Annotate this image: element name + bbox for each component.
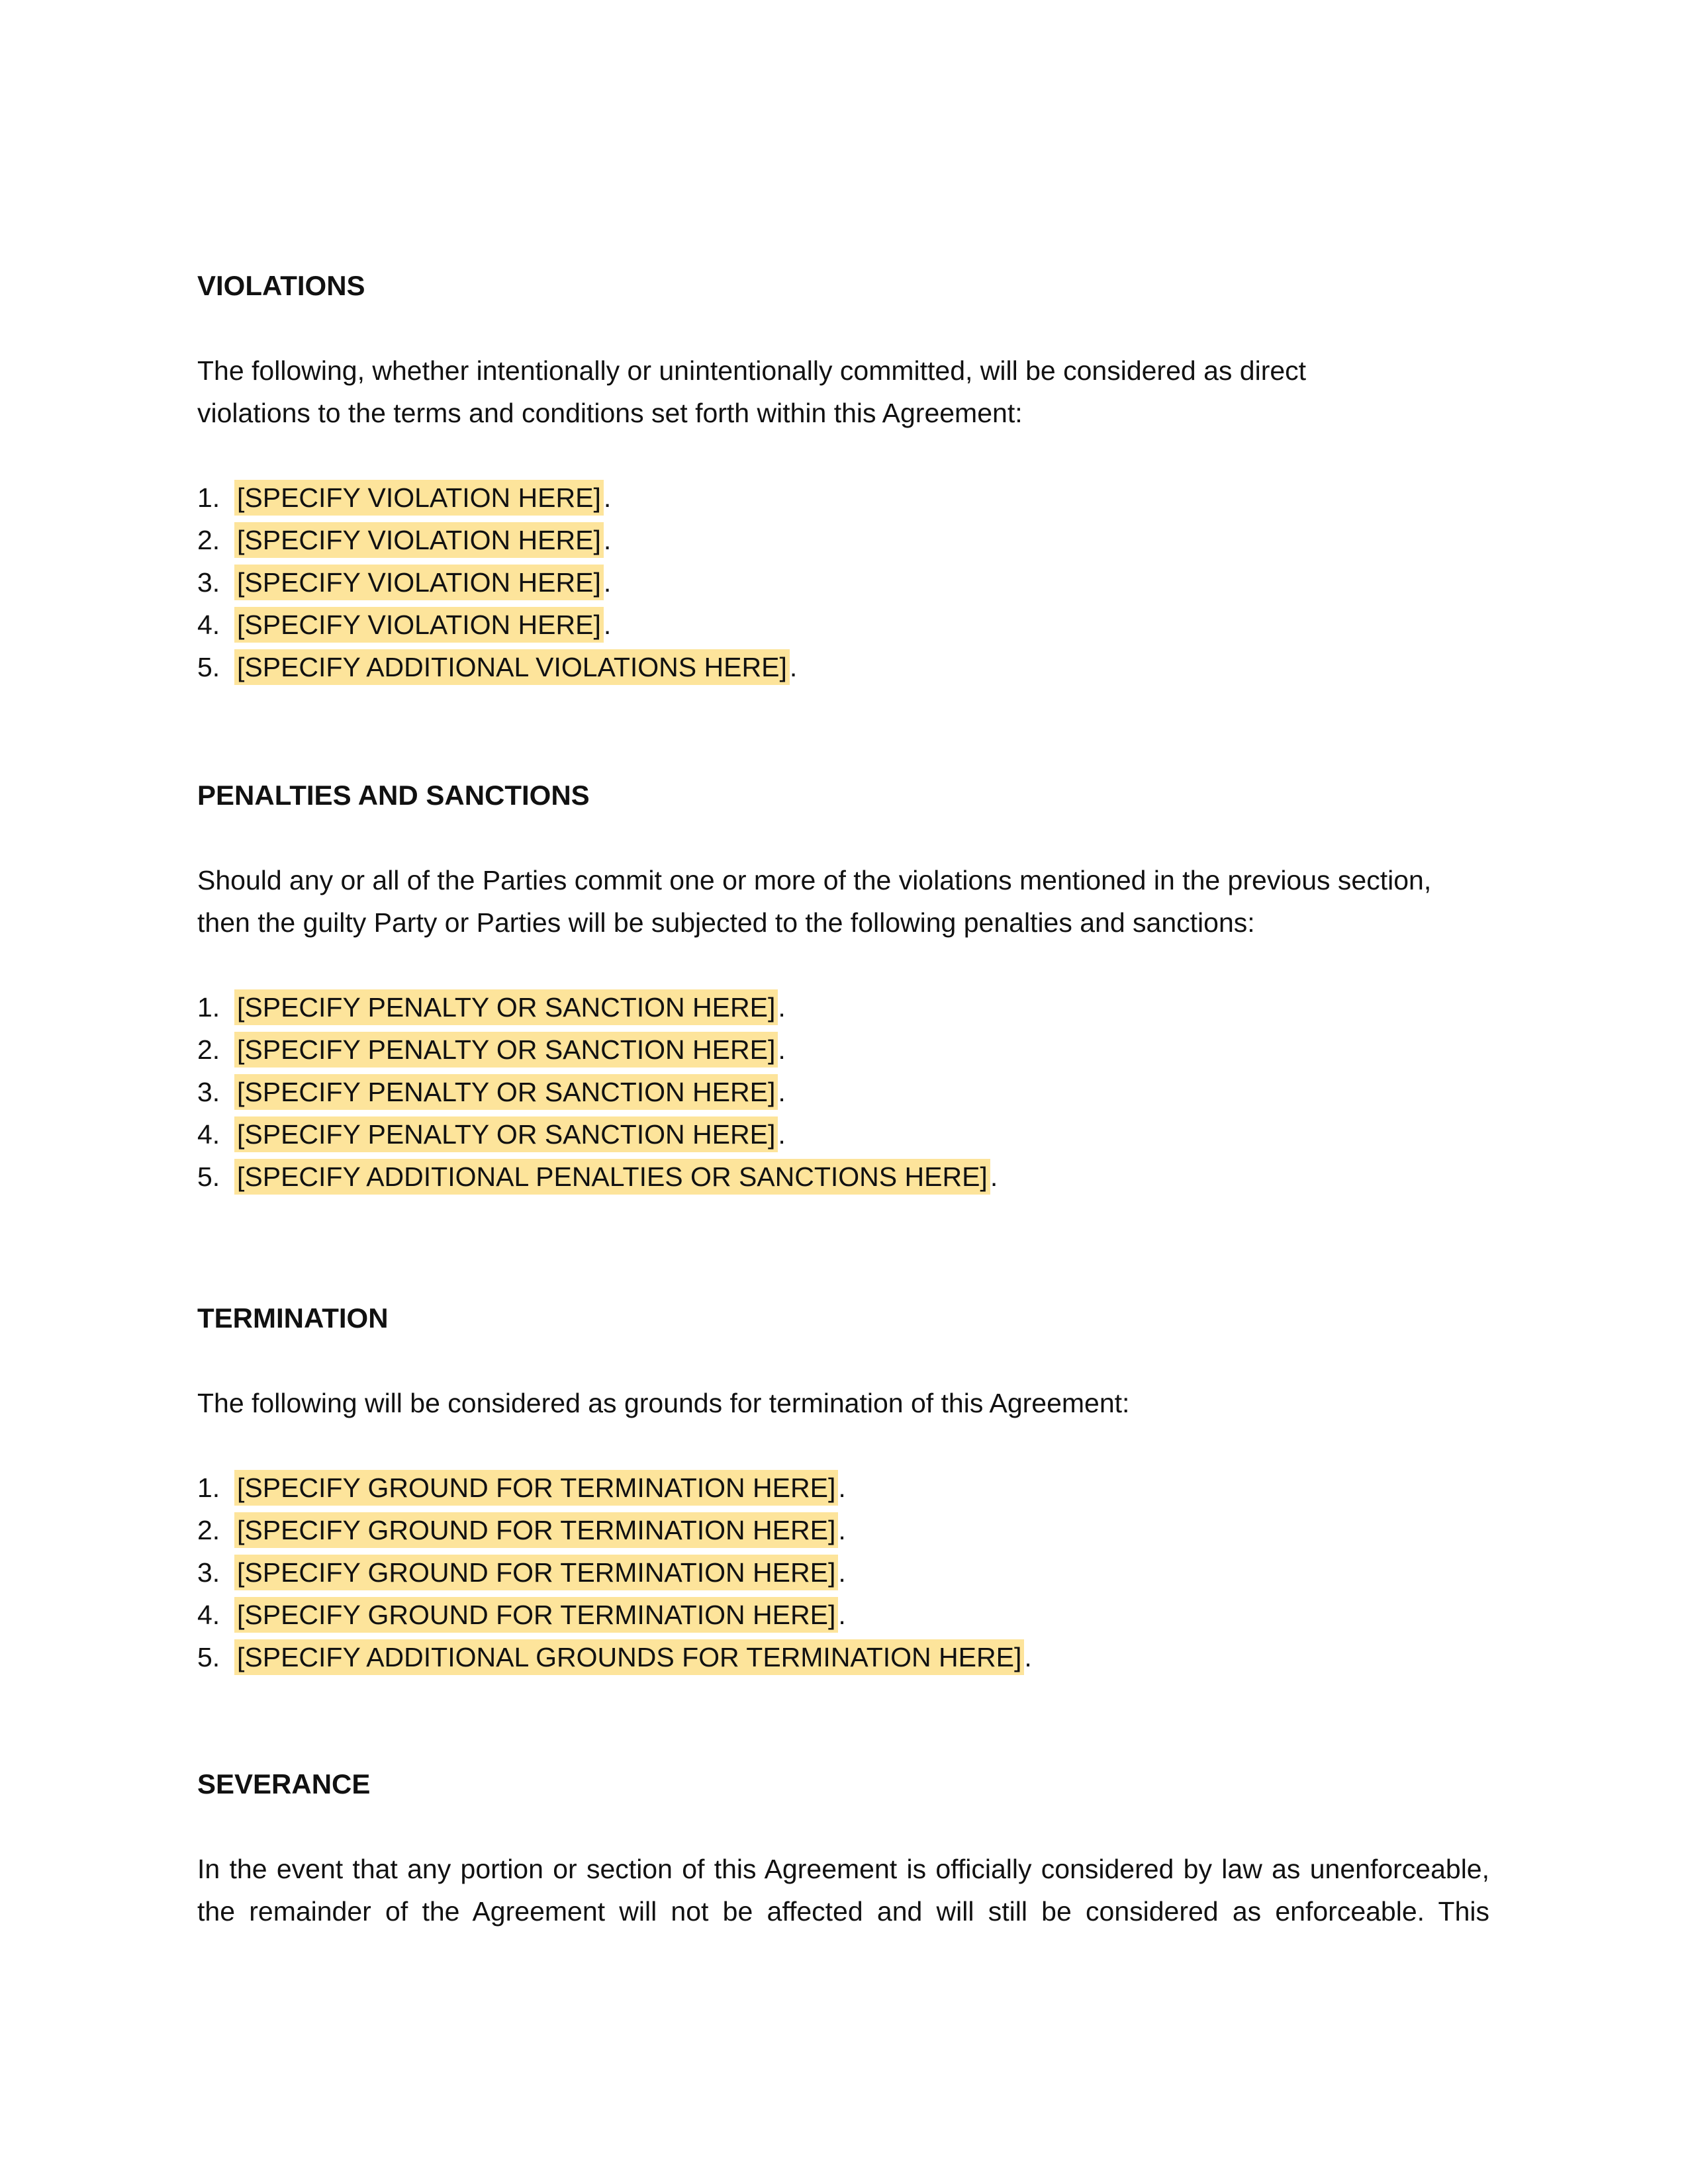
placeholder-field[interactable]: [SPECIFY VIOLATION HERE] [234,480,604,516]
termination-intro: The following will be considered as grounds for termination of this Agreement: [197,1388,1130,1418]
list-number: 4. [197,1119,220,1150]
list-item [197,604,1489,646]
list-item [197,477,1489,519]
list-number: 5. [197,652,220,682]
list-item [197,561,1489,604]
placeholder-field[interactable]: [SPECIFY VIOLATION HERE] [234,607,604,643]
list-terminator: . [838,1515,846,1545]
list-item [197,1551,1489,1594]
list-number: 1. [197,992,220,1023]
severance-line-2: the remainder of the Agreement will not be affected and will still be considered as enforceable. This [197,1896,1489,1927]
list-item [197,519,1489,561]
placeholder-field[interactable]: [SPECIFY VIOLATION HERE] [234,565,604,600]
penalties-list [197,986,1489,1198]
placeholder-field[interactable]: [SPECIFY PENALTY OR SANCTION HERE] [234,1116,778,1152]
list-terminator: . [778,1119,786,1150]
list-item [197,1028,1489,1071]
penalties-heading: PENALTIES AND SANCTIONS [197,780,590,811]
placeholder-field[interactable]: [SPECIFY PENALTY OR SANCTION HERE] [234,1032,778,1068]
placeholder-field[interactable]: [SPECIFY GROUND FOR TERMINATION HERE] [234,1470,838,1506]
list-number: 2. [197,1034,220,1065]
violations-list [197,477,1489,688]
termination-heading: TERMINATION [197,1302,389,1334]
placeholder-field[interactable]: [SPECIFY GROUND FOR TERMINATION HERE] [234,1597,838,1633]
list-item [197,1594,1489,1636]
list-number: 2. [197,525,220,555]
list-number: 2. [197,1515,220,1545]
list-item [197,986,1489,1028]
penalties-intro-line-2: then the guilty Party or Parties will be subjected to the following penalties and sanctions: [197,907,1255,938]
list-number: 5. [197,1161,220,1192]
placeholder-field[interactable]: [SPECIFY GROUND FOR TERMINATION HERE] [234,1555,838,1590]
list-item [197,1113,1489,1156]
list-number: 4. [197,1600,220,1630]
termination-list [197,1467,1489,1678]
list-terminator: . [603,610,612,640]
list-number: 1. [197,482,220,513]
list-terminator: . [778,1034,786,1065]
list-terminator: . [838,1557,846,1588]
placeholder-field[interactable]: [SPECIFY VIOLATION HERE] [234,522,604,558]
list-terminator: . [990,1161,998,1192]
list-terminator: . [603,525,612,555]
list-number: 3. [197,567,220,598]
placeholder-field[interactable]: [SPECIFY GROUND FOR TERMINATION HERE] [234,1512,838,1548]
list-terminator: . [1024,1642,1032,1672]
list-item [197,1467,1489,1509]
list-number: 1. [197,1473,220,1503]
violations-intro-line-2: violations to the terms and conditions set forth within this Agreement: [197,398,1023,428]
document-page [197,265,1489,1933]
list-terminator: . [778,1077,786,1107]
list-item [197,1509,1489,1551]
list-terminator: . [789,652,798,682]
placeholder-field[interactable]: [SPECIFY PENALTY OR SANCTION HERE] [234,1074,778,1110]
placeholder-field[interactable]: [SPECIFY PENALTY OR SANCTION HERE] [234,989,778,1025]
placeholder-field[interactable]: [SPECIFY ADDITIONAL VIOLATIONS HERE] [234,649,790,685]
list-item [197,646,1489,688]
placeholder-field[interactable]: [SPECIFY ADDITIONAL GROUNDS FOR TERMINATION HERE] [234,1639,1024,1675]
list-number: 4. [197,610,220,640]
list-terminator: . [838,1600,846,1630]
list-item [197,1071,1489,1113]
list-number: 5. [197,1642,220,1672]
list-terminator: . [603,482,612,513]
list-number: 3. [197,1077,220,1107]
violations-intro-line-1: The following, whether intentionally or unintentionally committed, will be considered as direct [197,355,1307,386]
penalties-intro-line-1: Should any or all of the Parties commit one or more of the violations mentioned in the previous section, [197,865,1432,895]
list-terminator: . [838,1473,846,1503]
list-item [197,1156,1489,1198]
list-terminator: . [603,567,612,598]
severance-heading: SEVERANCE [197,1768,371,1799]
violations-heading: VIOLATIONS [197,270,365,301]
list-terminator: . [778,992,786,1023]
list-number: 3. [197,1557,220,1588]
list-item [197,1636,1489,1678]
placeholder-field[interactable]: [SPECIFY ADDITIONAL PENALTIES OR SANCTIONS HERE] [234,1159,990,1195]
severance-line-1: In the event that any portion or section of this Agreement is officially considered by law as unenforceable, [197,1854,1489,1884]
